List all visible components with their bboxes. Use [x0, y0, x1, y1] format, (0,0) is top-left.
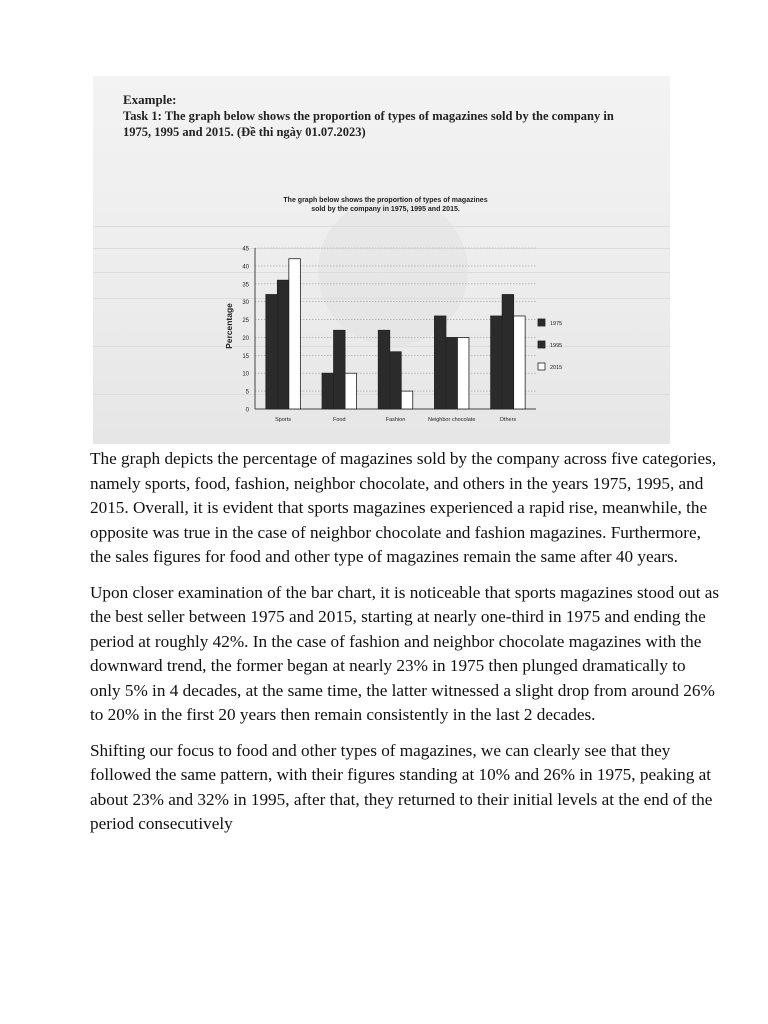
y-tick-label: 35 [242, 282, 249, 289]
y-tick-label: 0 [245, 407, 249, 414]
legend-label: 1975 [550, 321, 563, 327]
task-prompt-line1: Task 1: The graph below shows the proportion of types of magazines sold by the company in [123, 109, 614, 123]
y-tick-label: 40 [242, 264, 249, 271]
bar-1975-sports [266, 295, 278, 409]
essay-text [90, 447, 720, 848]
essay-paragraph-2: Upon closer examination of the bar chart, it is noticeable that sports magazines stood out as the best seller between 1975 and 2015, starting at nearly one-third in 1975 and ending the period at roughly 42%. In the case of fashion and neighbor chocolate magazines with the downward trend, the former began at nearly 23% in 1975 then plunged dramatically to only 5% in 4 decades, at the same time, the latter witnessed a slight drop from around 26% to 20% in the first 20 years then remain consistently in the last 2 decades. [90, 582, 720, 724]
bar-1975-neighbor-chocolate [434, 316, 446, 409]
y-tick-label: 25 [242, 318, 249, 325]
legend-swatch [538, 319, 545, 326]
chart-title-line1: The graph below shows the proportion of types of magazines [283, 197, 488, 204]
essay-paragraph-1: The graph depicts the percentage of magazines sold by the company across five categories, namely sports, food, fashion, neighbor chocolate, and others in the years 1975, 1995, and 2015. Overall, it is evident that sports magazines experienced a rapid rise, meanwhile, the opposite was true in the case of neighbor chocolate and fashion magazines. Furthermore, the sales figures for food and other type of magazines remain the same after 40 years. [90, 449, 717, 566]
x-tick-label: Food [333, 417, 346, 423]
y-tick-label: 15 [242, 353, 249, 360]
legend-swatch [538, 341, 545, 348]
y-tick-label: 45 [242, 246, 249, 253]
bar-2015-food [345, 373, 357, 409]
y-tick-label: 5 [245, 389, 249, 396]
legend-swatch [538, 363, 545, 370]
chart-title-line2: sold by the company in 1975, 1995 and 2015. [311, 206, 460, 213]
bar-1995-fashion [390, 352, 402, 409]
y-tick-label: 30 [242, 300, 249, 307]
bar-1995-others [502, 295, 514, 409]
chart-bars [266, 259, 525, 409]
bar-1975-others [491, 316, 503, 409]
bar-2015-sports [289, 259, 301, 409]
chart-legend [538, 319, 562, 371]
bar-1995-food [334, 330, 346, 409]
bar-2015-neighbor-chocolate [457, 337, 469, 409]
y-tick-label: 20 [242, 335, 249, 342]
x-tick-label: Sports [275, 417, 292, 423]
y-tick-label: 10 [242, 371, 249, 378]
bar-1995-neighbor-chocolate [446, 337, 458, 409]
task-prompt-line2: 1975, 1995 and 2015. (Đề thi ngày 01.07.2023) [123, 125, 366, 139]
bar-2015-others [514, 316, 526, 409]
y-axis-ticks [242, 247, 249, 414]
bar-1975-fashion [378, 330, 390, 409]
x-tick-label: Others [499, 417, 517, 423]
y-axis-label: Percentage [224, 303, 234, 349]
x-axis-labels [275, 417, 516, 423]
x-tick-label: Neighbor chocolate [427, 417, 476, 423]
essay-paragraph-3: Shifting our focus to food and other types of magazines, we can clearly see that they followed the same pattern, with their figures standing at 10% and 26% in 1975, peaking at about 23% and 32% in 1995, after that, they returned to their initial levels at the end of the period consecutively [90, 740, 713, 833]
bar-1975-food [322, 373, 334, 409]
bar-chart [93, 76, 670, 444]
x-tick-label: Fashion [385, 417, 406, 423]
legend-label: 2015 [550, 365, 563, 371]
legend-label: 1995 [550, 343, 563, 349]
bar-1995-sports [277, 280, 289, 409]
bar-2015-fashion [401, 391, 413, 409]
scanned-exam-image [93, 76, 670, 444]
example-heading: Example: [123, 92, 177, 107]
